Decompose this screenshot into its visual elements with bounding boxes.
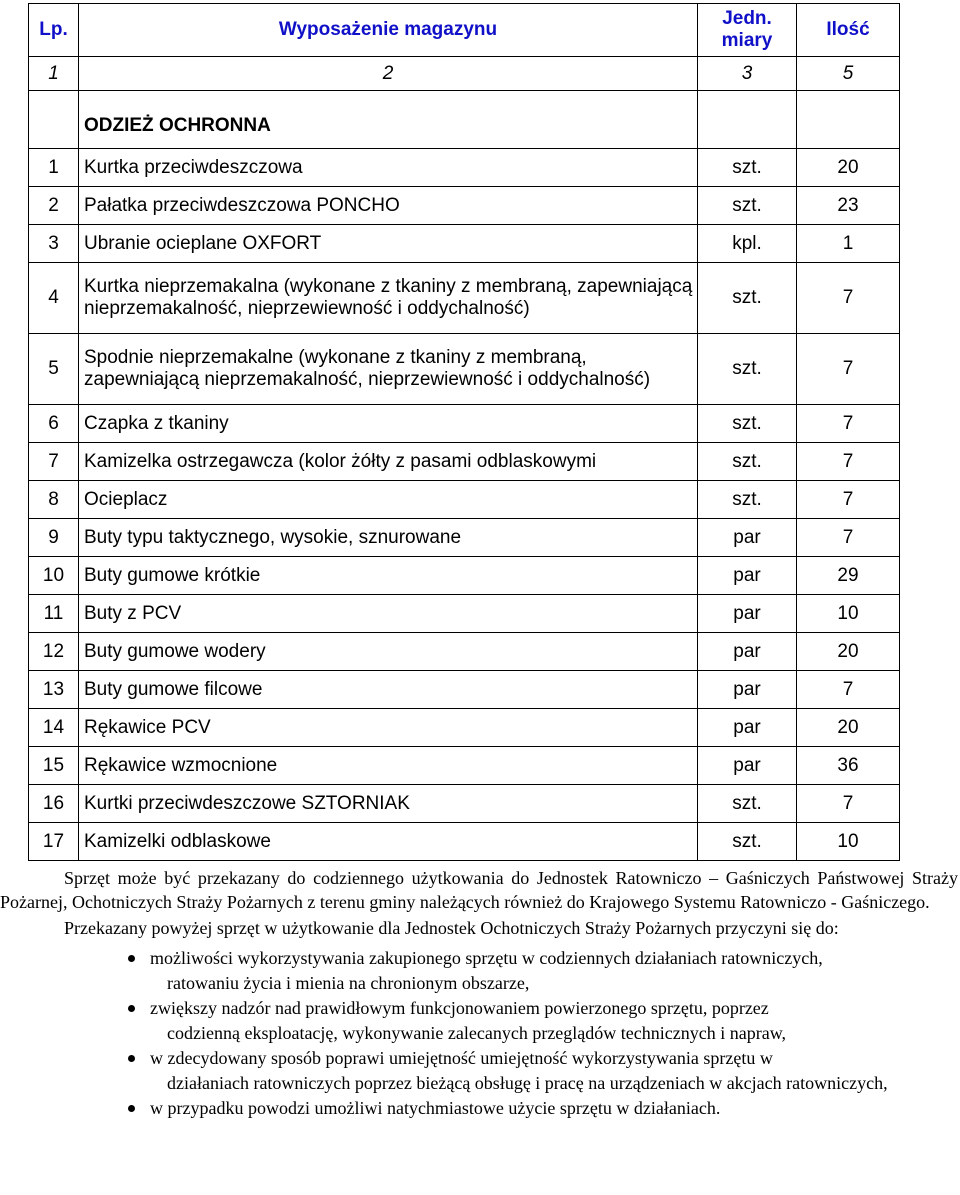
row-name: Buty typu taktycznego, wysokie, sznurowane xyxy=(79,519,698,557)
row-unit: szt. xyxy=(698,481,797,519)
row-qty: 7 xyxy=(797,671,900,709)
row-qty: 20 xyxy=(797,149,900,187)
row-lp: 13 xyxy=(29,671,79,709)
row-lp: 14 xyxy=(29,709,79,747)
row-unit: szt. xyxy=(698,405,797,443)
row-name: Rękawice wzmocnione xyxy=(79,747,698,785)
row-lp: 4 xyxy=(29,263,79,334)
equipment-table xyxy=(28,3,900,861)
list-item xyxy=(0,996,960,1046)
bullet-icon xyxy=(128,1005,135,1012)
table-row xyxy=(29,671,900,709)
benefits-list xyxy=(0,946,960,1121)
row-lp: 12 xyxy=(29,633,79,671)
row-lp: 3 xyxy=(29,225,79,263)
row-name: Buty gumowe krótkie xyxy=(79,557,698,595)
bullet-icon xyxy=(128,955,135,962)
row-name: Kurtki przeciwdeszczowe SZTORNIAK xyxy=(79,785,698,823)
row-lp: 5 xyxy=(29,334,79,405)
section-title: ODZIEŻ OCHRONNA xyxy=(79,91,698,149)
list-item-text: w przypadku powodzi umożliwi natychmiastowe użycie sprzętu w działaniach. xyxy=(150,1098,721,1118)
row-qty: 29 xyxy=(797,557,900,595)
row-unit: par xyxy=(698,633,797,671)
header-lp: Lp. xyxy=(29,4,79,57)
table-row xyxy=(29,519,900,557)
row-lp: 9 xyxy=(29,519,79,557)
row-name: Kamizelka ostrzegawcza (kolor żółty z pasami odblaskowymi xyxy=(79,443,698,481)
row-unit: szt. xyxy=(698,334,797,405)
list-item-continuation: codzienną eksploatację, wykonywanie zalecanych przeglądów technicznych i napraw, xyxy=(167,1023,787,1043)
row-unit: szt. xyxy=(698,149,797,187)
row-name: Pałatka przeciwdeszczowa PONCHO xyxy=(79,187,698,225)
row-name: Kamizelki odblaskowe xyxy=(79,823,698,861)
section-lp-empty xyxy=(29,91,79,149)
list-item xyxy=(0,1096,960,1121)
row-unit: szt. xyxy=(698,263,797,334)
list-item-text: możliwości wykorzystywania zakupionego sprzętu w codziennych działaniach ratowniczych, xyxy=(150,948,823,968)
row-qty: 7 xyxy=(797,443,900,481)
paragraph-transfer: Sprzęt może być przekazany do codziennego użytkowania do Jednostek Ratowniczo – Gaśniczych Państwowej Straży Pożarnej, Ochotniczych Straży Pożarnych z terenu gminy należących również do Krajowego Systemu Ratowniczo - Gaśniczego. xyxy=(0,868,958,912)
row-unit: szt. xyxy=(698,187,797,225)
section-row xyxy=(29,91,900,149)
row-lp: 15 xyxy=(29,747,79,785)
table-row xyxy=(29,149,900,187)
row-qty: 20 xyxy=(797,709,900,747)
row-qty: 7 xyxy=(797,405,900,443)
table-header-row xyxy=(29,4,900,57)
table-row xyxy=(29,187,900,225)
row-qty: 10 xyxy=(797,823,900,861)
row-qty: 1 xyxy=(797,225,900,263)
row-name: Kurtka przeciwdeszczowa xyxy=(79,149,698,187)
colnum-qty: 5 xyxy=(797,57,900,91)
row-lp: 6 xyxy=(29,405,79,443)
table-row xyxy=(29,481,900,519)
row-qty: 7 xyxy=(797,481,900,519)
row-qty: 7 xyxy=(797,334,900,405)
column-number-row xyxy=(29,57,900,91)
row-name: Buty gumowe filcowe xyxy=(79,671,698,709)
header-qty: Ilość xyxy=(797,4,900,57)
row-lp: 8 xyxy=(29,481,79,519)
row-qty: 10 xyxy=(797,595,900,633)
row-name: Buty gumowe wodery xyxy=(79,633,698,671)
row-lp: 7 xyxy=(29,443,79,481)
table-row xyxy=(29,334,900,405)
table-row xyxy=(29,595,900,633)
row-unit: szt. xyxy=(698,785,797,823)
row-name: Buty z PCV xyxy=(79,595,698,633)
list-item-continuation: działaniach ratowniczych poprzez bieżącą obsługę i pracę na urządzeniach w akcjach ratowniczych, xyxy=(167,1073,888,1093)
row-lp: 17 xyxy=(29,823,79,861)
row-qty: 23 xyxy=(797,187,900,225)
table-row xyxy=(29,263,900,334)
list-item xyxy=(0,946,960,996)
row-qty: 7 xyxy=(797,519,900,557)
row-unit: szt. xyxy=(698,443,797,481)
table-row xyxy=(29,557,900,595)
section-qty-empty xyxy=(797,91,900,149)
row-name: Rękawice PCV xyxy=(79,709,698,747)
row-unit: par xyxy=(698,519,797,557)
row-unit: par xyxy=(698,671,797,709)
colnum-unit: 3 xyxy=(698,57,797,91)
colnum-lp: 1 xyxy=(29,57,79,91)
table-row xyxy=(29,709,900,747)
row-name: Ocieplacz xyxy=(79,481,698,519)
row-unit: szt. xyxy=(698,823,797,861)
row-lp: 1 xyxy=(29,149,79,187)
header-unit: Jedn. miary xyxy=(698,4,797,57)
colnum-name: 2 xyxy=(79,57,698,91)
row-unit: par xyxy=(698,595,797,633)
row-name: Czapka z tkaniny xyxy=(79,405,698,443)
row-unit: kpl. xyxy=(698,225,797,263)
header-name: Wyposażenie magazynu xyxy=(79,4,698,57)
bullet-icon xyxy=(128,1055,135,1062)
row-qty: 20 xyxy=(797,633,900,671)
row-lp: 11 xyxy=(29,595,79,633)
row-lp: 10 xyxy=(29,557,79,595)
row-lp: 2 xyxy=(29,187,79,225)
table-row xyxy=(29,443,900,481)
list-item-text: zwiększy nadzór nad prawidłowym funkcjonowaniem powierzonego sprzętu, poprzez xyxy=(150,998,769,1018)
section-unit-empty xyxy=(698,91,797,149)
list-item xyxy=(0,1046,960,1096)
list-item-text: w zdecydowany sposób poprawi umiejętność umiejętność wykorzystywania sprzętu w xyxy=(150,1048,773,1068)
table-row xyxy=(29,823,900,861)
row-qty: 7 xyxy=(797,785,900,823)
bullet-icon xyxy=(128,1105,135,1112)
table-row xyxy=(29,785,900,823)
row-unit: par xyxy=(698,747,797,785)
row-lp: 16 xyxy=(29,785,79,823)
table-row xyxy=(29,633,900,671)
table-row xyxy=(29,747,900,785)
row-name: Kurtka nieprzemakalna (wykonane z tkaniny z membraną, zapewniającą nieprzemakalność, nieprzewiewność i oddychalność) xyxy=(79,263,698,334)
description-text xyxy=(0,866,960,1121)
row-unit: par xyxy=(698,709,797,747)
row-qty: 36 xyxy=(797,747,900,785)
row-unit: par xyxy=(698,557,797,595)
row-qty: 7 xyxy=(797,263,900,334)
list-item-continuation: ratowaniu życia i mienia na chronionym obszarze, xyxy=(167,973,530,993)
paragraph-purpose: Przekazany powyżej sprzęt w użytkowanie dla Jednostek Ochotniczych Straży Pożarnych przyczyni się do: xyxy=(64,918,839,938)
row-name: Spodnie nieprzemakalne (wykonane z tkaniny z membraną, zapewniającą nieprzemakalność, nieprzewiewność i oddychalność) xyxy=(79,334,698,405)
row-name: Ubranie ocieplane OXFORT xyxy=(79,225,698,263)
table-row xyxy=(29,405,900,443)
table-row xyxy=(29,225,900,263)
